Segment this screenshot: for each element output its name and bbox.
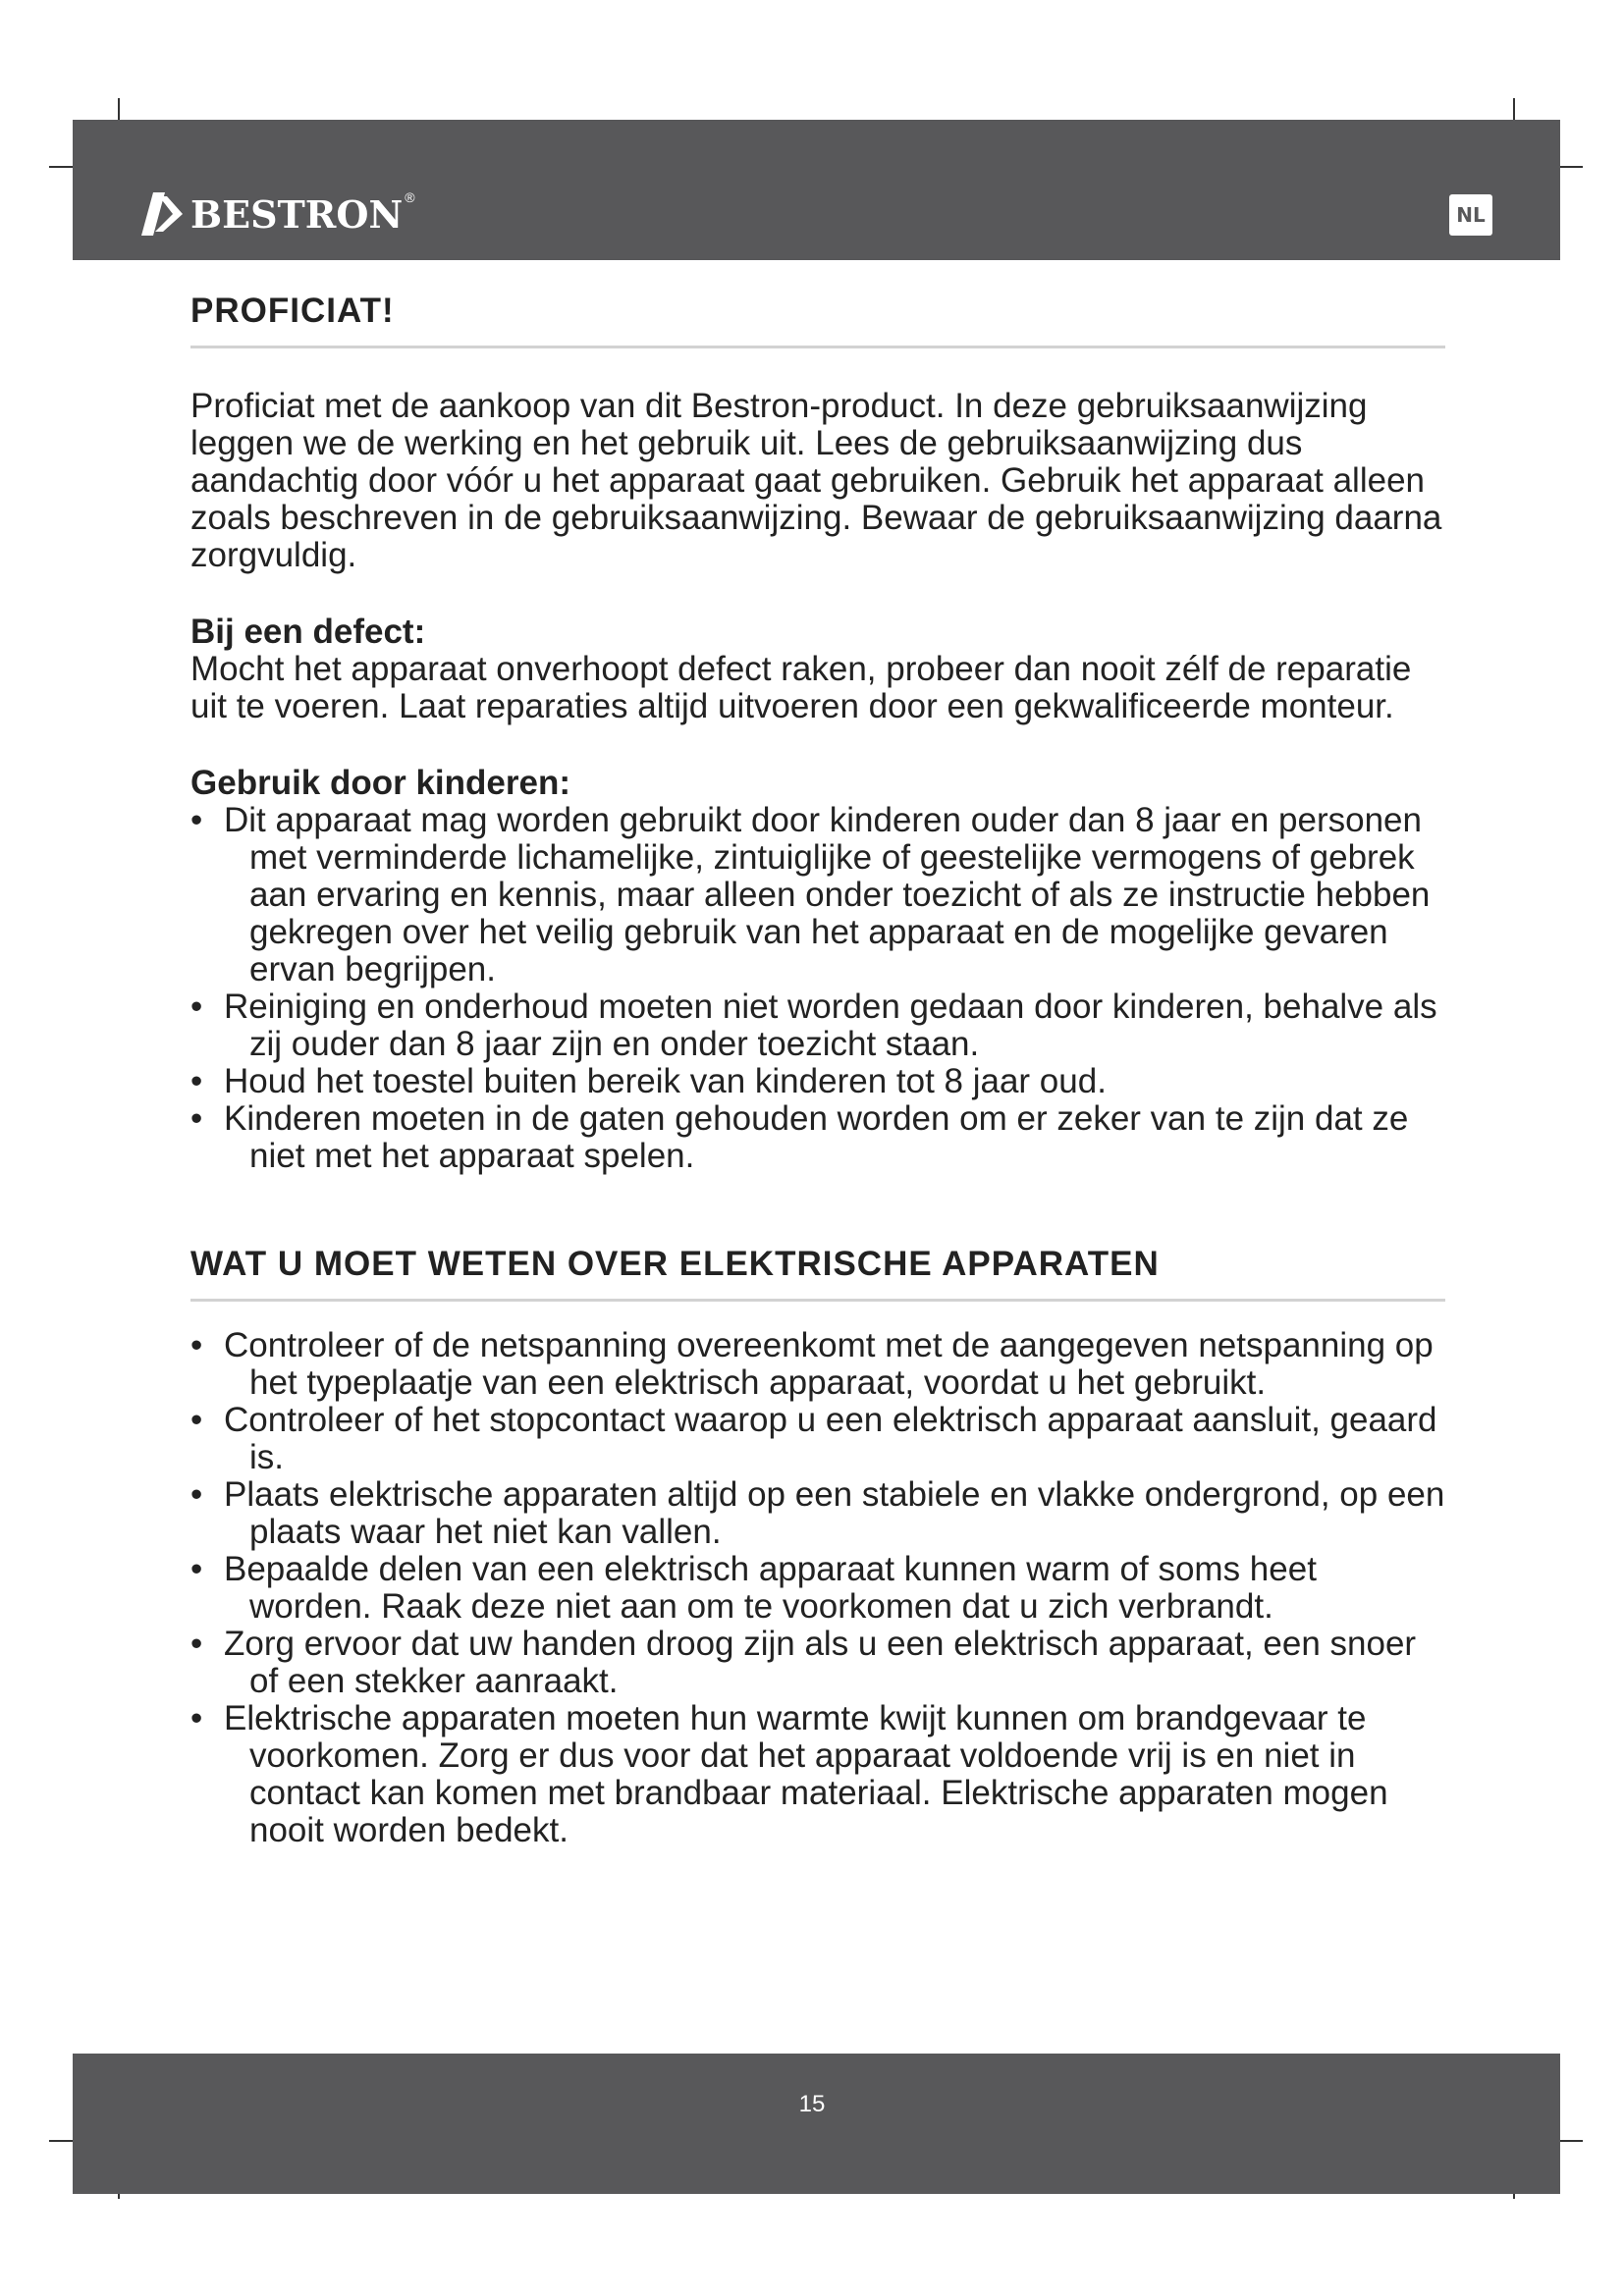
intro-paragraph: Proficiat met de aankoop van dit Bestron-product. In deze gebruiksaanwijzing leggen we de werking en het gebruik uit. Lees de gebruiksaanwijzing dus aandachtig door vóór u het apparaat gaat gebruiken. Gebruik het apparaat alleen zoals beschreven in de gebruiksaanwijzing. Bewaar de gebruiksaanwijzing daarna zorgvuldig. — [190, 387, 1442, 574]
brand-name: BESTRON — [190, 191, 404, 237]
list-item: • Zorg ervoor dat uw handen droog zijn als u een elektrisch apparaat, een snoer of een stekker aanraakt. — [190, 1625, 1417, 1700]
list-item: • Kinderen moeten in de gaten gehouden worden om er zeker van te zijn dat ze niet met het apparaat spelen. — [190, 1099, 1409, 1175]
list-item: • Plaats elektrische apparaten altijd op een stabiele en vlakke ondergrond, op een plaats waar het niet kan vallen. — [190, 1475, 1445, 1551]
list-item: • Houd het toestel buiten bereik van kinderen tot 8 jaar oud. — [190, 1062, 1107, 1100]
list-item-text: Houd het toestel buiten bereik van kinderen tot 8 jaar oud. — [224, 1062, 1107, 1100]
page-number: 15 — [798, 2091, 826, 2117]
list-item-text: Controleer of het stopcontact waarop u een elektrisch apparaat aansluit, geaard is. — [224, 1401, 1437, 1476]
electrical-list — [190, 1327, 1445, 1849]
list-item-text: Dit apparaat mag worden gebruikt door kinderen ouder dan 8 jaar en personen met verminderde lichamelijke, zintuiglijke of geestelijke vermogens of gebrek aan ervaring en kennis, maar alleen onder toezicht of als ze instructie hebben gekregen over het veilig gebruik van het apparaat en de mogelijke gevaren ervan begrijpen. — [224, 801, 1431, 988]
brand-logo — [139, 180, 415, 248]
list-item: • Reiniging en onderhoud moeten niet worden gedaan door kinderen, behalve als zij ouder dan 8 jaar zijn en onder toezicht staan. — [190, 988, 1437, 1063]
list-item-text: Reiniging en onderhoud moeten niet worden gedaan door kinderen, behalve als zij ouder dan 8 jaar zijn en onder toezicht staan. — [224, 988, 1437, 1063]
list-item-text: Elektrische apparaten moeten hun warmte kwijt kunnen om brandgevaar te voorkomen. Zorg er dus voor dat het apparaat voldoende vrij is en niet in contact kan komen met brandbaar materiaal. Elektrische apparaten mogen nooit worden bedekt. — [224, 1699, 1388, 1849]
list-item: • Controleer of de netspanning overeenkomt met de aangegeven netspanning op het typeplaatje van een elektrisch apparaat, voordat u het gebruikt. — [190, 1326, 1434, 1402]
defect-paragraph: Mocht het apparaat onverhoopt defect raken, probeer dan nooit zélf de reparatie uit te voeren. Laat reparaties altijd uitvoeren door een gekwalificeerde monteur. — [190, 650, 1412, 725]
list-item-text: Controleer of de netspanning overeenkomt met de aangegeven netspanning op het typeplaatje van een elektrisch apparaat, voordat u het gebruikt. — [224, 1326, 1434, 1402]
page-content — [190, 291, 1445, 1849]
list-item-text: Kinderen moeten in de gaten gehouden worden om er zeker van te zijn dat ze niet met het apparaat spelen. — [224, 1099, 1409, 1175]
list-item-text: Plaats elektrische apparaten altijd op een stabiele en vlakke ondergrond, op een plaats waar het niet kan vallen. — [224, 1475, 1445, 1551]
list-item-text: Bepaalde delen van een elektrisch apparaat kunnen warm of soms heet worden. Raak deze niet aan om te voorkomen dat u zich verbrandt. — [224, 1550, 1317, 1626]
chevron-logo-icon — [139, 192, 185, 236]
section-title-proficiat: PROFICIAT! — [190, 291, 1445, 348]
list-item-text: Zorg ervoor dat uw handen droog zijn als u een elektrisch apparaat, een snoer of een stekker aanraakt. — [224, 1625, 1417, 1700]
list-item: • Dit apparaat mag worden gebruikt door kinderen ouder dan 8 jaar en personen met verminderde lichamelijke, zintuiglijke of geestelijke vermogens of gebrek aan ervaring en kennis, maar alleen onder toezicht of als ze instructie hebben gekregen over het veilig gebruik van het apparaat en de mogelijke gevaren ervan begrijpen. — [190, 801, 1431, 988]
children-list — [190, 802, 1445, 1175]
language-badge: NL — [1449, 194, 1492, 236]
list-item: • Elektrische apparaten moeten hun warmte kwijt kunnen om brandgevaar te voorkomen. Zorg er dus voor dat het apparaat voldoende vrij is en niet in contact kan komen met brandbaar materiaal. Elektrische apparaten mogen nooit worden bedekt. — [190, 1699, 1388, 1849]
footer-bar — [73, 2054, 1560, 2194]
section-title-electrical: WAT U MOET WETEN OVER ELEKTRISCHE APPARATEN — [190, 1244, 1445, 1302]
defect-heading: Bij een defect: — [190, 613, 426, 651]
list-item: • Bepaalde delen van een elektrisch apparaat kunnen warm of soms heet worden. Raak deze niet aan om te voorkomen dat u zich verbrandt. — [190, 1550, 1317, 1626]
children-heading: Gebruik door kinderen: — [190, 764, 570, 802]
registered-mark: ® — [405, 189, 415, 205]
list-item: • Controleer of het stopcontact waarop u een elektrisch apparaat aansluit, geaard is. — [190, 1401, 1437, 1476]
